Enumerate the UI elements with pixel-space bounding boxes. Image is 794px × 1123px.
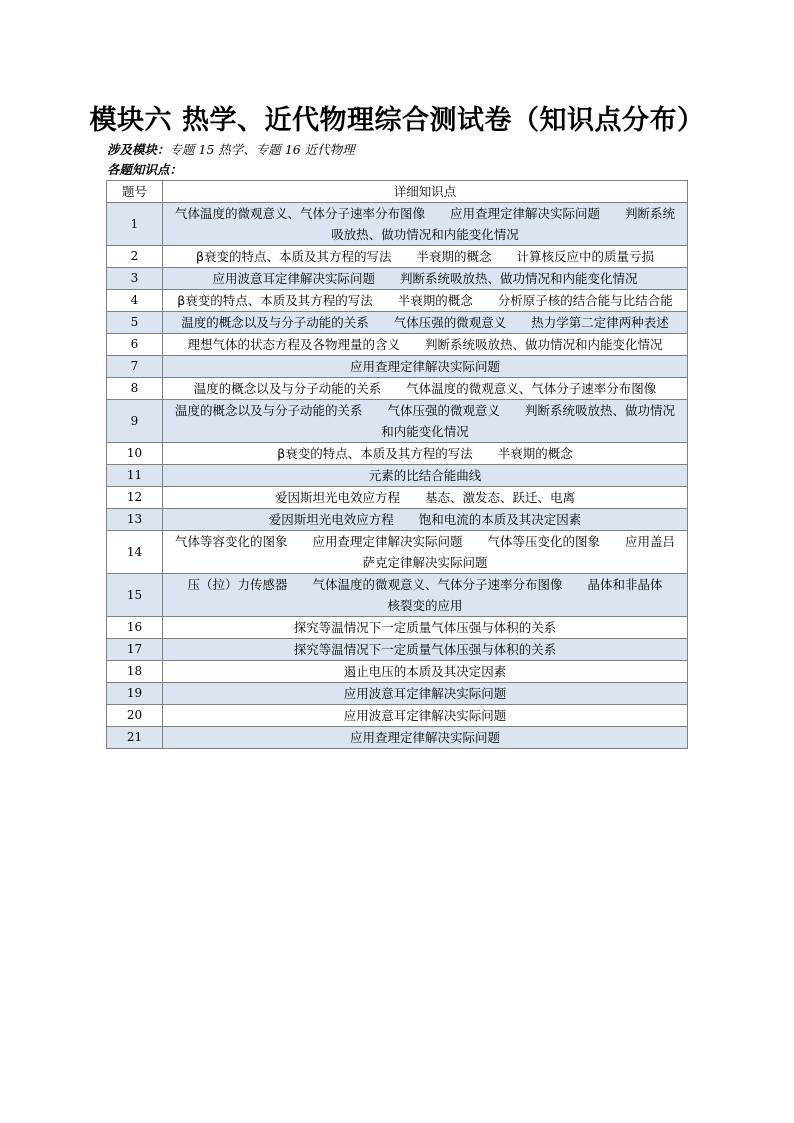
knowledge-points: β衰变的特点、本质及其方程的写法 半衰期的概念 (163, 443, 688, 465)
table-row (107, 312, 688, 334)
question-number: 18 (107, 661, 163, 683)
question-number: 17 (107, 639, 163, 661)
question-number: 19 (107, 683, 163, 705)
table-row (107, 356, 688, 378)
table-row (107, 509, 688, 531)
knowledge-points: 应用波意耳定律解决实际问题 (163, 705, 688, 727)
knowledge-table (106, 180, 688, 749)
question-number: 3 (107, 268, 163, 290)
knowledge-points: 气体等容变化的图象 应用查理定律解决实际问题 气体等压变化的图象 应用盖吕萨克定律解决实际问题 (163, 531, 688, 574)
table-row (107, 246, 688, 268)
knowledge-points: 理想气体的状态方程及各物理量的含义 判断系统吸放热、做功情况和内能变化情况 (163, 334, 688, 356)
knowledge-points: β衰变的特点、本质及其方程的写法 半衰期的概念 分析原子核的结合能与比结合能 (163, 290, 688, 312)
table-row (107, 378, 688, 400)
question-number: 7 (107, 356, 163, 378)
modules-line (107, 140, 355, 158)
modules-value: 专题 15 热学、专题 16 近代物理 (169, 142, 355, 157)
question-number: 10 (107, 443, 163, 465)
question-number: 4 (107, 290, 163, 312)
header-knowledge-points: 详细知识点 (163, 181, 688, 203)
question-number: 5 (107, 312, 163, 334)
table-row (107, 683, 688, 705)
table-row (107, 487, 688, 509)
question-number: 1 (107, 203, 163, 246)
knowledge-label: 各题知识点： (107, 162, 183, 177)
question-number: 20 (107, 705, 163, 727)
table-row (107, 290, 688, 312)
table-row (107, 268, 688, 290)
question-number: 13 (107, 509, 163, 531)
modules-label: 涉及模块： (107, 142, 170, 157)
knowledge-points: 探究等温情况下一定质量气体压强与体积的关系 (163, 639, 688, 661)
table-row (107, 705, 688, 727)
knowledge-points: 温度的概念以及与分子动能的关系 气体压强的微观意义 判断系统吸放热、做功情况和内能变化情况 (163, 400, 688, 443)
table-row (107, 443, 688, 465)
question-number: 2 (107, 246, 163, 268)
knowledge-points: β衰变的特点、本质及其方程的写法 半衰期的概念 计算核反应中的质量亏损 (163, 246, 688, 268)
knowledge-points: 元素的比结合能曲线 (163, 465, 688, 487)
table-row (107, 661, 688, 683)
table-row (107, 727, 688, 749)
knowledge-points: 遏止电压的本质及其决定因素 (163, 661, 688, 683)
table-row (107, 574, 688, 617)
question-number: 9 (107, 400, 163, 443)
header-question-number: 题号 (107, 181, 163, 203)
table-row (107, 531, 688, 574)
table-row (107, 465, 688, 487)
knowledge-points: 应用查理定律解决实际问题 (163, 727, 688, 749)
question-number: 21 (107, 727, 163, 749)
question-number: 15 (107, 574, 163, 617)
table-header-row (107, 181, 688, 203)
knowledge-points: 爱因斯坦光电效应方程 基态、激发态、跃迁、电离 (163, 487, 688, 509)
question-number: 14 (107, 531, 163, 574)
question-number: 11 (107, 465, 163, 487)
table-row (107, 617, 688, 639)
table-row (107, 400, 688, 443)
knowledge-line (107, 160, 182, 178)
knowledge-points: 应用波意耳定律解决实际问题 判断系统吸放热、做功情况和内能变化情况 (163, 268, 688, 290)
knowledge-points: 应用查理定律解决实际问题 (163, 356, 688, 378)
page-title: 模块六 热学、近代物理综合测试卷（知识点分布） (89, 105, 705, 136)
knowledge-points: 压（拉）力传感器 气体温度的微观意义、气体分子速率分布图像 晶体和非晶体 核裂变的应用 (163, 574, 688, 617)
table-row (107, 203, 688, 246)
question-number: 12 (107, 487, 163, 509)
table-row (107, 639, 688, 661)
knowledge-points: 爱因斯坦光电效应方程 饱和电流的本质及其决定因素 (163, 509, 688, 531)
question-number: 8 (107, 378, 163, 400)
knowledge-points: 温度的概念以及与分子动能的关系 气体压强的微观意义 热力学第二定律两种表述 (163, 312, 688, 334)
knowledge-points: 应用波意耳定律解决实际问题 (163, 683, 688, 705)
question-number: 16 (107, 617, 163, 639)
knowledge-points: 探究等温情况下一定质量气体压强与体积的关系 (163, 617, 688, 639)
knowledge-points: 温度的概念以及与分子动能的关系 气体温度的微观意义、气体分子速率分布图像 (163, 378, 688, 400)
knowledge-points: 气体温度的微观意义、气体分子速率分布图像 应用查理定律解决实际问题 判断系统吸放热、做功情况和内能变化情况 (163, 203, 688, 246)
question-number: 6 (107, 334, 163, 356)
table-row (107, 334, 688, 356)
